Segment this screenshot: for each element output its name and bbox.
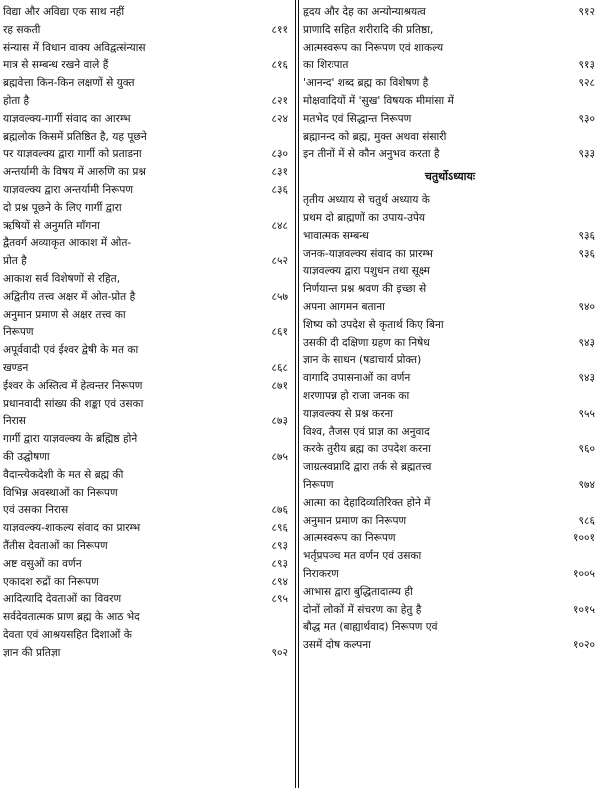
toc-entry — [303, 352, 597, 370]
page-number: ९४३ — [578, 372, 595, 385]
entry-title-line: प्राणादि सहित शरीरादि की प्रतिष्ठा, — [303, 23, 434, 36]
page-number: ८५२ — [271, 255, 288, 268]
toc-entry — [3, 574, 290, 592]
entry-title-line: प्रथम दो ब्राह्मणों का उपाय-उपेय — [303, 211, 426, 224]
page-number: ८२१ — [271, 94, 288, 107]
entry-title-line: शिष्य को उपदेश से कृतार्थ किए बिना — [303, 318, 444, 331]
page-number: ८९५ — [271, 593, 288, 606]
entry-title-line: निरूपण — [303, 478, 334, 491]
toc-entry — [3, 129, 290, 165]
right-column-top-entries — [303, 4, 597, 164]
entry-title-line: जनक-याज्ञवल्क्य संवाद का प्रारम्भ — [303, 247, 433, 260]
page-number: ८९३ — [271, 539, 288, 552]
entry-title-line: गार्गी द्वारा याज्ञवल्क्य के ब्रह्मिष्ठ होने — [3, 433, 138, 446]
page-number: १०१५ — [572, 603, 595, 616]
page-number: ९३३ — [578, 148, 595, 161]
toc-entry — [3, 591, 290, 609]
toc-entry — [303, 129, 597, 165]
page-number: ८२४ — [271, 112, 288, 125]
entry-title-line: मतभेद एवं सिद्धान्त निरूपण — [303, 112, 412, 125]
toc-entry — [303, 584, 597, 620]
toc-entry — [3, 235, 290, 271]
entry-title-line: ज्ञान के साधन (षडाचार्य प्रोक्त) — [303, 354, 422, 367]
chapter-heading: चतुर्थोऽध्यायः — [424, 170, 476, 184]
entry-title-line: ब्रह्मानन्द को ब्रह्म, मुक्त अथवा संसारी — [303, 130, 447, 143]
entry-title-line: अनुमान प्रमाण से अक्षर तत्त्व का — [3, 308, 126, 321]
entry-title-line: ऋषियों से अनुमति माँगना — [3, 219, 100, 232]
page-number: ८११ — [271, 23, 288, 36]
toc-entry — [3, 556, 290, 574]
toc-entry — [303, 75, 597, 93]
entry-title-line: देवता एवं आश्रयसहित दिशाओं के — [3, 628, 132, 641]
page-number: ९१३ — [578, 59, 595, 72]
toc-entry — [303, 22, 597, 75]
entry-title-line: मोक्षवादियों में 'सुख' विषयक मीमांसा में — [303, 94, 454, 107]
entry-title-line: ब्रह्मवेत्ता किन-किन लक्षणों से युक्त — [3, 77, 135, 90]
page-number: ९८६ — [578, 514, 595, 527]
entry-title-line: की उद्घोषणा — [3, 450, 50, 463]
page-number: ८६८ — [271, 361, 288, 374]
right-column-bottom-entries — [303, 192, 597, 655]
toc-entry — [3, 164, 290, 182]
page-number: १००५ — [572, 567, 595, 580]
page-number: ८९६ — [271, 522, 288, 535]
column-divider-left — [295, 0, 296, 788]
page-number: ८७५ — [271, 450, 288, 463]
toc-entry — [303, 317, 597, 353]
toc-entry — [303, 619, 597, 655]
page-number: ९३० — [578, 112, 595, 125]
toc-entry — [3, 4, 290, 40]
entry-title-line: 'आनन्द' शब्द ब्रह्म का विशेषण है — [303, 77, 429, 90]
toc-entry — [303, 4, 597, 22]
entry-title-line: शरणापन्न हो राजा जनक का — [303, 389, 410, 402]
entry-title-line: आत्मा का देहादिव्यतिरिक्त होने में — [303, 496, 431, 509]
entry-title-line: करके तुरीय ब्रह्म का उपदेश करना — [303, 443, 431, 456]
toc-entry — [3, 467, 290, 520]
page-number: ८६१ — [271, 326, 288, 339]
entry-title-line: द्वैतवर्ग अव्याकृत आकाश में ओत- — [3, 237, 132, 250]
entry-title-line: अद्वितीय तत्त्व अक्षर में ओत-प्रोत है — [3, 290, 136, 303]
entry-title-line: मात्र से सम्बन्ध रखने वाले हैं — [3, 59, 109, 72]
entry-title-line: होता है — [3, 94, 30, 107]
entry-title-line: एवं उसका निरास — [3, 504, 69, 517]
toc-entry — [3, 609, 290, 662]
toc-entry — [3, 431, 290, 467]
entry-title-line: आकाश सर्व विशेषणों से रहित, — [3, 272, 121, 285]
entry-title-line: ब्रह्मलोक किसमें प्रतिष्ठित है, यह पूछने — [3, 130, 147, 143]
page-number: ९२८ — [578, 77, 595, 90]
toc-entry — [303, 548, 597, 584]
entry-title-line: तृतीय अध्याय से चतुर्थ अध्याय के — [303, 194, 430, 207]
toc-entry — [3, 520, 290, 538]
entry-title-line: पर याज्ञवल्क्य द्वारा गार्गी को प्रताडना — [3, 148, 142, 161]
entry-title-line: निरास — [3, 415, 26, 428]
entry-title-line: उसकी दी दक्षिणा ग्रहण का निषेध — [303, 336, 430, 349]
toc-entry — [3, 200, 290, 236]
entry-title-line: अष्ट वसुओं का वर्णन — [3, 557, 82, 570]
entry-title-line: निराकरण — [303, 567, 339, 580]
page-number: ८९३ — [271, 557, 288, 570]
entry-title-line: खण्डन — [3, 361, 29, 374]
entry-title-line: याज्ञवल्क्य-शाकल्य संवाद का प्रारम्भ — [3, 522, 141, 535]
entry-title-line: हृदय और देह का अन्योन्याश्रयत्व — [303, 6, 426, 18]
page-number: ९४० — [578, 300, 595, 313]
entry-title-line: निर्णयान्त प्रश्न श्रवण की इच्छा से — [303, 283, 427, 296]
toc-entry — [3, 378, 290, 396]
page-number: ८७१ — [271, 379, 288, 392]
entry-title-line: भावात्मक सम्बन्ध — [303, 229, 369, 242]
page-number: ८७३ — [271, 415, 288, 428]
entry-title-line: जाग्रत्स्वप्नादि द्वारा तर्क से ब्रह्मतत्त्व — [303, 461, 432, 474]
entry-title-line: विद्या और अविद्या एक साथ नहीं — [3, 6, 125, 18]
page-number: ८९४ — [271, 575, 288, 588]
column-divider-right — [298, 0, 299, 788]
page-number: ९३६ — [578, 247, 595, 260]
entry-title-line: याज्ञवल्क्य से प्रश्न करना — [303, 407, 394, 420]
page-number: ८५७ — [271, 290, 288, 303]
toc-entry — [303, 459, 597, 495]
toc-entry — [303, 263, 597, 316]
toc-entry — [303, 93, 597, 129]
entry-title-line: इन तीनों में से कौन अनुभव करता है — [303, 148, 440, 161]
entry-title-line: विश्व, तैजस एवं प्राज्ञ का अनुवाद — [303, 425, 430, 438]
entry-title-line: प्रधानवादी सांख्य की शङ्का एवं उसका — [3, 397, 144, 410]
page-number: ८७६ — [271, 504, 288, 517]
toc-entry — [303, 530, 597, 548]
toc-entry — [303, 192, 597, 245]
entry-title-line: निरूपण — [3, 326, 34, 339]
entry-title-line: याज्ञवल्क्य द्वारा अन्तर्यामी निरूपण — [3, 183, 134, 196]
toc-entry — [3, 307, 290, 343]
entry-title-line: वागादि उपासनाओं का वर्णन — [303, 372, 411, 385]
entry-title-line: आदित्यादि देवताओं का विवरण — [3, 593, 122, 606]
toc-entry — [303, 495, 597, 531]
entry-title-line: का शिरःपात — [303, 59, 349, 72]
entry-title-line: याज्ञवल्क्य-गार्गी संवाद का आरम्भ — [3, 112, 131, 125]
entry-title-line: अनुमान प्रमाण का निरूपण — [303, 514, 407, 527]
entry-title-line: सर्वदेवतात्मक प्राण ब्रह्म के आठ भेद — [3, 611, 140, 624]
entry-title-line: अपूर्ववादी एवं ईश्वर द्वेषी के मत का — [3, 344, 139, 357]
entry-title-line: विभिन्न अवस्थाओं का निरूपण — [3, 486, 118, 499]
entry-title-line: ईश्वर के अस्तित्व में हेत्वन्तर निरूपण — [3, 379, 143, 392]
page-number: ८३६ — [271, 183, 288, 196]
entry-title-line: वैदान्त्येकदेशी के मत से ब्रह्म की — [3, 468, 124, 481]
entry-title-line: भर्तृप्रपञ्च मत वर्णन एवं उसका — [303, 550, 422, 563]
page-number: ९६० — [578, 443, 595, 456]
entry-title-line: दो प्रश्न पूछने के लिए गार्गी द्वारा — [3, 201, 122, 214]
right-column — [303, 4, 597, 655]
entry-title-line: उसमें दोष कल्पना — [303, 639, 371, 652]
toc-entry — [303, 388, 597, 424]
entry-title-line: संन्यास में विधान वाक्य अविद्वत्संन्यास — [3, 41, 146, 54]
page-number: ९४३ — [578, 336, 595, 349]
page-number: ९०२ — [271, 646, 288, 659]
toc-entry — [303, 424, 597, 460]
entry-title-line: प्रोत है — [3, 255, 27, 268]
page-number: १०२० — [572, 639, 595, 652]
page-number: ८४८ — [271, 219, 288, 232]
page-number: १००१ — [572, 532, 595, 545]
toc-entry — [3, 538, 290, 556]
toc-entry — [3, 75, 290, 111]
left-column — [3, 4, 290, 662]
entry-title-line: याज्ञवल्क्य द्वारा पशुधन तथा सूक्ष्म — [303, 265, 430, 278]
entry-title-line: रह सकती — [3, 23, 41, 36]
page-number: ९१२ — [578, 6, 595, 18]
toc-entry — [3, 396, 290, 432]
toc-entry — [3, 111, 290, 129]
entry-title-line: बौद्ध मत (बाह्यार्थवाद) निरूपण एवं — [303, 621, 438, 634]
toc-entry — [303, 370, 597, 388]
entry-title-line: आत्मस्वरूप का निरूपण — [303, 532, 396, 545]
entry-title-line: आभास द्वारा बुद्धितादात्म्य ही — [303, 585, 413, 598]
toc-entry — [3, 182, 290, 200]
page-number: ८३१ — [271, 166, 288, 179]
entry-title-line: आत्मस्वरूप का निरूपण एवं शाकल्य — [303, 41, 444, 54]
entry-title-line: अपना आगमन बताना — [303, 300, 385, 313]
entry-title-line: तैंतीस देवताओं का निरूपण — [3, 539, 108, 552]
entry-title-line: ज्ञान की प्रतिज्ञा — [3, 646, 61, 659]
toc-entry — [3, 271, 290, 307]
page-number: ८३० — [271, 148, 288, 161]
entry-title-line: एकादश रुद्रों का निरूपण — [3, 575, 99, 588]
toc-entry — [3, 342, 290, 378]
page-number: ९३६ — [578, 229, 595, 242]
entry-title-line: अन्तर्यामी के विषय में आरुणि का प्रश्न — [3, 166, 146, 179]
page-number: ८१६ — [271, 59, 288, 72]
toc-entry — [303, 246, 597, 264]
page-number: ९७४ — [578, 478, 595, 491]
page-number: ९५५ — [578, 407, 595, 420]
entry-title-line: दोनों लोकों में संचरण का हेतु है — [303, 603, 422, 616]
toc-entry — [3, 40, 290, 76]
